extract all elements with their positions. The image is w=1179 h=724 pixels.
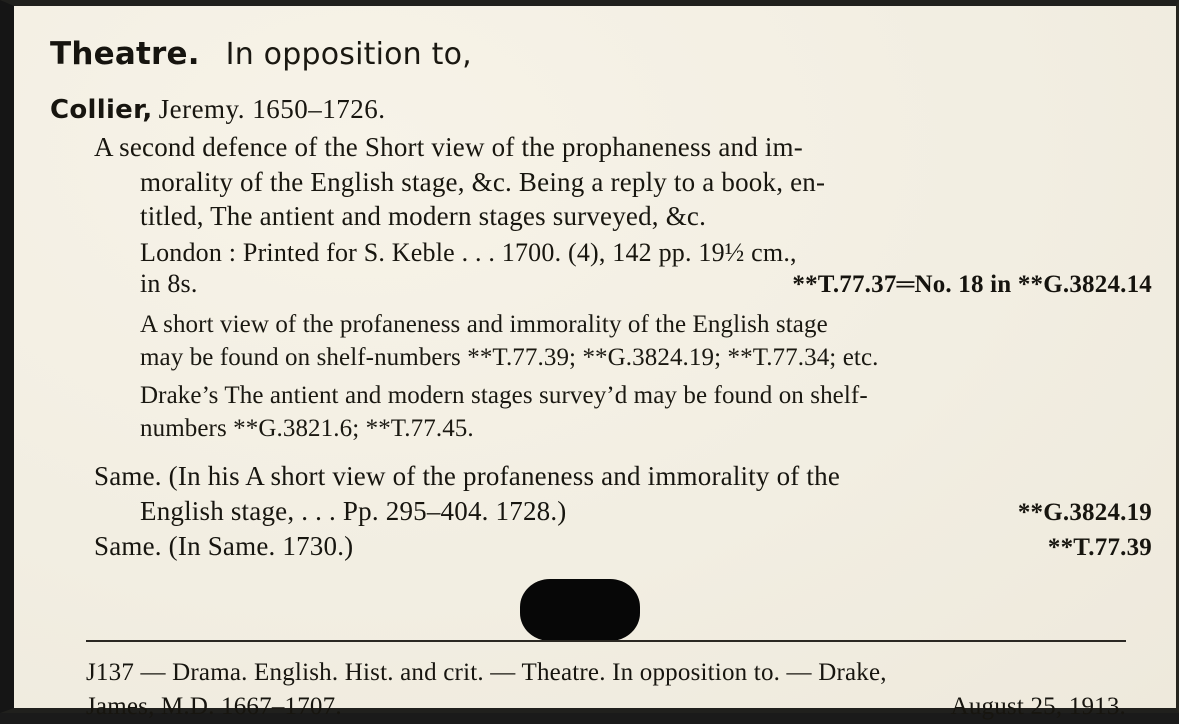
note-1-line-2: may be found on shelf-numbers **T.77.39; **G.3824.19; **T.77.34; etc. (140, 343, 879, 371)
imprint-line-2: in 8s. (140, 269, 198, 299)
imprint-line-1: London : Printed for S. Keble . . . 1700. (4), 142 pp. 19½ cm., (140, 237, 797, 267)
same-entry-2-row (94, 529, 1152, 564)
title-line-3: titled, The antient and modern stages surveyed, &c. (140, 201, 707, 232)
subject-heading: Theatre. (50, 36, 200, 72)
title-line-2: morality of the English stage, &c. Being a reply to a book, en- (140, 166, 826, 197)
title-line-1: A second defence of the Short view of the prophaneness and im- (94, 132, 803, 162)
same-entry-1-row-2 (140, 494, 1152, 529)
note-2-line-1: Drake’s The antient and modern stages survey’d may be found on shelf- (140, 382, 868, 410)
author-surname: Collier, (50, 95, 153, 125)
same-entry-2-line-1: Same. (In Same. 1730.) (94, 530, 354, 561)
call-number-same-1: **G.3824.19 (1017, 498, 1152, 526)
call-number-same-2: **T.77.39 (1047, 533, 1152, 561)
footer-line-1: J137 — Drama. English. Hist. and crit. — Theatre. In opposition to. — Drake, (86, 659, 887, 686)
same-entry-1-line-1: Same. (In his A short view of the profaneness and immorality of the (94, 461, 840, 492)
footer-row-2 (86, 690, 1126, 724)
footer-divider (86, 640, 1126, 642)
card-content (50, 36, 1152, 720)
bibliographic-entry (94, 130, 1152, 564)
footer-line-2: James, M.D. 1667–1707. (86, 692, 342, 720)
tracing-footer (86, 656, 1126, 724)
title-statement (94, 130, 1152, 234)
note-2 (140, 380, 1152, 445)
same-entries (94, 459, 1152, 564)
same-entry-1-line-2: English stage, . . . Pp. 295–404. 1728.) (140, 495, 567, 526)
author-statement (50, 94, 1152, 126)
note-2-line-2: numbers **G.3821.6; **T.77.45. (140, 414, 474, 442)
author-details: Jeremy. 1650–1726. (158, 94, 386, 124)
card-heading (50, 36, 1152, 72)
note-1-line-1: A short view of the profaneness and immorality of the English stage (140, 311, 828, 339)
note-1 (140, 309, 1152, 374)
same-entry-2 (94, 529, 1152, 564)
call-number-main: **T.77.37═No. 18 in **G.3824.14 (792, 271, 1152, 299)
footer-date: August 25, 1913. (950, 692, 1126, 720)
imprint-call-row (140, 269, 1152, 299)
ink-blot-redaction (520, 579, 640, 641)
same-entry-1 (94, 459, 1152, 529)
subject-subheading: In opposition to, (225, 37, 472, 72)
